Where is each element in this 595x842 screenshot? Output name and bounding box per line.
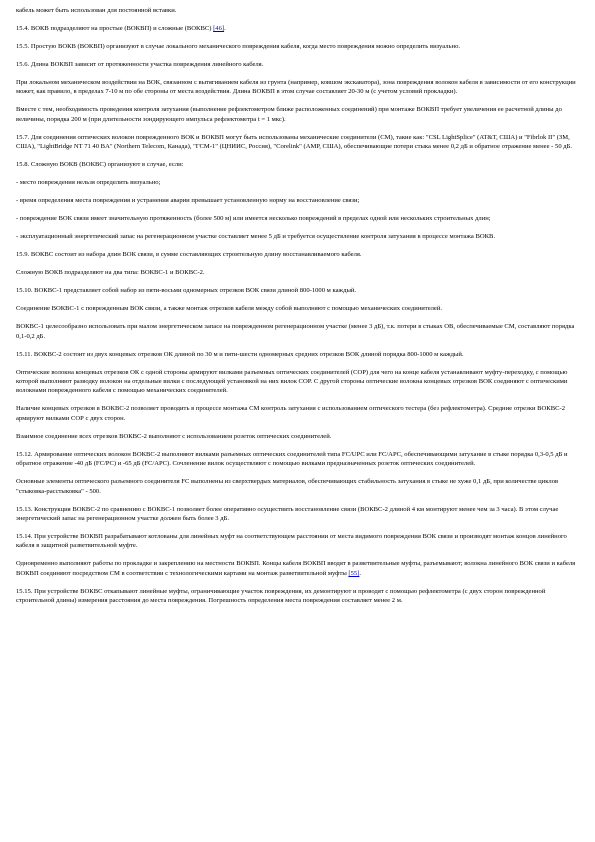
document-page <box>16 6 582 614</box>
paragraph-text: 15.15. При устройстве ВОКВС откапывают линейные муфты, ограничивающие участок повреждения, их демонтируют и проводят с помощью рефлектометра (с двух сторон поврежденной строительной длины) измерения расстояния до места повреждения. Погрешность определения места повреждения составляет менее 2 м. <box>16 587 546 605</box>
paragraph-0 <box>16 6 582 15</box>
paragraph-vokvs1-usage <box>16 322 582 341</box>
paragraph-text: Оптические волокна концевых отрезков ОК с одной стороны армируют вилками разъемных оптических соединителей (СОР) для чего на конце кабеля устанавливают муфту-переходку, с помощью которой выполняют разводку волокон на отдельные вилки с последующей установкой на них вилок СОР. С другой стороны оптические волокна концевых отрезков ВОК соединяют с оптическими волокнами поврежденного кабеля с помощью механических соединителей. <box>16 368 568 395</box>
paragraph-15-12 <box>16 450 582 469</box>
paragraph-15-6 <box>16 60 582 69</box>
paragraph-15-7 <box>16 133 582 152</box>
paragraph-15-8 <box>16 160 582 169</box>
paragraph-15-9 <box>16 250 582 259</box>
list-item-condition-4 <box>16 232 582 241</box>
paragraph-15-13 <box>16 505 582 524</box>
list-item-condition-1 <box>16 178 582 187</box>
paragraph-text: Вместе с тем, необходимость проведения контроля затухания (выполнение рефлектометром ближе расположенных соединений) при монтаже ВОКВП требует увеличения ее расчетной длины до величины, порядка 200 м (при длительности зондирующего импульса рефлектометра t = 1 мкс). <box>16 106 562 123</box>
paragraph-mutual-connection <box>16 432 582 441</box>
paragraph-types <box>16 268 582 277</box>
paragraph-tail: . <box>359 569 362 577</box>
paragraph-text: Наличие концевых отрезков в ВОКВС-2 позволяет проводить в процессе монтажа СМ контроль затухания с использованием оптического тестера (без рефлектометра). Средние отрезки ВОКВС-2 армируют вилками СОР с двух сторон. <box>16 405 565 422</box>
paragraph-15-15 <box>16 587 582 606</box>
paragraph-text: - повреждение ВОК связи имеет значительную протяженность (более 500 м) или имеется несколько повреждений в пределах одной или нескольких строительных длин; <box>16 215 491 223</box>
paragraph-text: 15.14. При устройстве ВОКВП разрабатывают котлованы для линейных муфт на соответствующем расстоянии от места видимого повреждения ВОК связи и производят монтаж концов линейного кабеля в защитной разветвительной муфте. <box>16 533 567 550</box>
reference-link-55[interactable]: [55] <box>348 569 360 577</box>
paragraph-text: Соединение ВОКВС-1 с поврежденным ВОК связи, а также монтаж отрезков кабеля между собой выполняют с помощью механических соединителей. <box>16 305 443 313</box>
paragraph-text: Сложную ВОКВ подразделяют на два типа: ВОКВС-1 и ВОКВС-2. <box>16 269 205 277</box>
paragraph-fc-connector <box>16 477 582 496</box>
list-item-condition-3 <box>16 214 582 223</box>
paragraph-simultaneous-work <box>16 559 582 578</box>
list-item-condition-2 <box>16 196 582 205</box>
paragraph-end-segments <box>16 368 582 396</box>
paragraph-text: 15.12. Армирование оптических волокон ВОКВС-2 выполняют вилками разъемных оптических соединителей типа FC/UPC или FC/APC, обеспечивающими затухание в стыке порядка 0,3-0,5 дБ и обратное отражение -40 дБ (FC/PC) и -65 дБ (FC/APC). Сочленение вилок осуществляют с помощью вилками предназначенных розеток оптических соединителей. <box>16 450 568 468</box>
paragraph-text: Взаимное соединение всех отрезков ВОКВС-2 выполняют с использованием розеток оптических соединителей. <box>16 432 332 440</box>
paragraph-text: При локальном механическом воздействии на ВОК, связанном с вытягиванием кабеля из грунта (например, ковшом экскаватора), зона повреждения волокон кабеля в зависимости от его конструкции может, как правило, в пределах 7-10 м по обе стороны от места воздействия. Длина ВОКВП в этом случае составляет 20-30 м (с учетом условий прокладки). <box>16 79 576 96</box>
paragraph-text: ВОКВС-1 целесообразно использовать при малом энергетическом запасе на поврежденном регенерационном участке (менее 3 дБ), т.к. потери в стыках ОВ, обеспечиваемые СМ, составляют порядка 0,1-0,2 дБ. <box>16 323 575 340</box>
paragraph-15-14 <box>16 532 582 551</box>
paragraph-text: 15.9. ВОКВС состоит из набора длин ВОК связи, в сумме составляющих строительную длину восстанавливаемого кабеля. <box>16 251 362 259</box>
paragraph-15-5 <box>16 42 582 51</box>
paragraph-text: 15.10. ВОКВС-1 представляет собой набор из пяти-восьми одномерных отрезков ВОК связи длиной 800-1000 м каждый. <box>16 287 357 295</box>
paragraph-text: 15.8. Сложную ВОКВ (ВОКВС) организуют в случае, если: <box>16 161 184 169</box>
paragraph-text: - эксплуатационный энергетический запас на регенерационном участке составляет менее 5 дБ и требуется осуществление контроля затухания в процессе монтажа ВОКВ. <box>16 233 496 241</box>
paragraph-text: 15.13. Конструкция ВОКВС-2 по сравнению с ВОКВС-1 позволяет более оперативно осуществить восстановление связи (ВОКВС-2 длиной 4 км монтируют менее чем за 3 часа). В этом случае энергетический запас на регенерационном участке должен быть более 3 дБ. <box>16 505 559 523</box>
paragraph-text: 15.7. Для соединения оптических волокон поврежденного ВОК и ВОКВП могут быть использованы механические соединители (СМ), такие как: "CSL LightSplice" (AT&T, США) и "Fibrlok II" (ЗМ, США), "LightBridge NT 71 40 BA" (Northern Telecom, Канада), "ГСМ-1" (ЦНИИС, Россия), "Corelink" (AMP, США), обеспечивающие потери стыка менее 0,2 дБ и обратное отражение менее - 50 дБ. <box>16 133 573 151</box>
paragraph-15-10 <box>16 286 582 295</box>
paragraph-text: 15.11. ВОКВС-2 состоит из двух концевых отрезков ОК длиной по 30 м и пяти-шести одномерных средних отрезков ВОК длиной порядка 800-1000 м каждый. <box>16 350 464 358</box>
paragraph-vokvs1-connection <box>16 304 582 313</box>
paragraph-15-4 <box>16 24 582 33</box>
paragraph-15-11 <box>16 350 582 359</box>
reference-link-46[interactable]: [46] <box>213 25 225 32</box>
paragraph-attenuation-control <box>16 105 582 124</box>
paragraph-text: - место повреждения нельзя определить визуально; <box>16 179 161 187</box>
paragraph-tester <box>16 404 582 423</box>
paragraph-text: 15.4. ВОКВ подразделяют на простые (ВОКВП) и сложные (ВОКВС) <box>16 25 214 32</box>
paragraph-local-damage <box>16 78 582 97</box>
paragraph-text: кабель может быть использован для постоянной вставки. <box>16 7 177 14</box>
paragraph-text: Основные элементы оптического разъемного соединителя FC выполнены из сверхтвердых материалов, обеспечивающих стабильность затухания в стыке не хуже 0,1 дБ, при количестве циклов "стыковка-расстыковка" - 500. <box>16 478 559 495</box>
paragraph-text: 15.6. Длина ВОКВП зависит от протяженности участка повреждения линейного кабеля. <box>16 61 264 68</box>
paragraph-tail: . <box>224 25 226 32</box>
paragraph-text: - время определения места повреждения и устранения аварии превышает установленную норму на восстановление связи; <box>16 197 360 205</box>
paragraph-text: 15.5. Простую ВОКВ (ВОКВП) организуют в случае локального механического повреждения кабеля, когда место повреждения можно определить визуально. <box>16 43 461 50</box>
paragraph-text: Одновременно выполняют работы по прокладке и закреплению на местности ВОКВП. Концы кабеля ВОКВП вводят в разветвительные муфты, разъемывают; волокна линейного ВОК связи и кабеля ВОКВП соединяют посредством СМ в соответствии с технологическими картами на монтаж разветвительной муфты <box>16 560 576 577</box>
